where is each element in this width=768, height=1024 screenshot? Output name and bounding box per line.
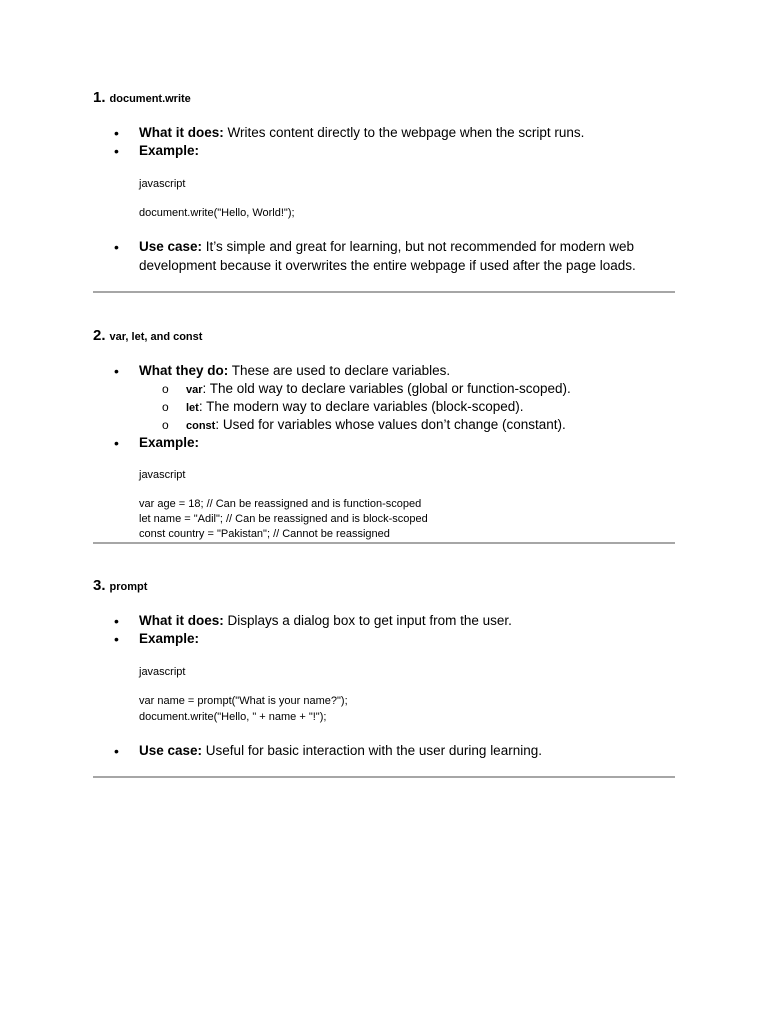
example-label: Example:	[139, 143, 200, 158]
bullet: •	[114, 239, 119, 255]
what-text: Displays a dialog box to get input from the user.	[223, 613, 512, 628]
code-line: document.write("Hello, World!");	[139, 207, 295, 219]
code-line: var age = 18; // Can be reassigned and is function-scoped	[139, 498, 422, 510]
horizontal-rule	[93, 291, 675, 293]
sub-item-text: : Used for variables whose values don’t change (constant).	[215, 417, 566, 432]
code-language: javascript	[139, 469, 186, 481]
example-line	[139, 142, 199, 160]
code-line: var name = prompt("What is your name?");	[139, 695, 348, 707]
section-title: document.write	[109, 93, 191, 105]
bullet: •	[114, 743, 119, 759]
code-language: javascript	[139, 178, 186, 190]
code-line: const country = "Pakistan"; // Cannot be reassigned	[139, 528, 390, 540]
usecase-text: Useful for basic interaction with the user during learning.	[202, 743, 542, 758]
what-label: What they do:	[139, 363, 229, 378]
what-text: These are used to declare variables.	[228, 363, 451, 378]
bullet: •	[114, 125, 119, 141]
sub-bullet: o	[162, 400, 169, 414]
sub-item-text: : The old way to declare variables (global or function-scoped).	[202, 381, 571, 396]
section-3-heading	[93, 577, 147, 595]
what-text: Writes content directly to the webpage when the script runs.	[223, 125, 585, 140]
usecase-label: Use case:	[139, 239, 203, 254]
section-number: 2.	[93, 327, 106, 344]
use-case-line	[139, 238, 634, 256]
what-they-do-line	[139, 362, 450, 380]
keyword: const	[186, 420, 216, 432]
section-1-heading	[93, 89, 191, 107]
keyword: let	[186, 402, 199, 414]
bullet: •	[114, 631, 119, 647]
use-case-line	[139, 742, 542, 760]
sub-item-let	[186, 398, 524, 417]
code-line: let name = "Adil"; // Can be reassigned and is block-scoped	[139, 513, 428, 525]
horizontal-rule	[93, 542, 675, 544]
what-it-does-line	[139, 124, 584, 142]
code-language: javascript	[139, 666, 186, 678]
example-line	[139, 434, 199, 452]
code-line: document.write("Hello, " + name + "!");	[139, 711, 327, 723]
bullet: •	[114, 363, 119, 379]
what-label: What it does:	[139, 125, 224, 140]
bullet: •	[114, 435, 119, 451]
sub-item-const	[186, 416, 566, 435]
section-title: prompt	[109, 581, 148, 593]
sub-bullet: o	[162, 418, 169, 432]
what-it-does-line	[139, 612, 512, 630]
example-line	[139, 630, 199, 648]
what-label: What it does:	[139, 613, 224, 628]
usecase-label: Use case:	[139, 743, 203, 758]
example-label: Example:	[139, 631, 200, 646]
section-number: 3.	[93, 577, 106, 594]
bullet: •	[114, 613, 119, 629]
section-number: 1.	[93, 89, 106, 106]
sub-item-var	[186, 380, 571, 399]
section-2-heading	[93, 327, 202, 345]
section-title: var, let, and const	[109, 331, 203, 343]
bullet: •	[114, 143, 119, 159]
usecase-text: It’s simple and great for learning, but not recommended for modern web	[202, 239, 635, 254]
sub-bullet: o	[162, 382, 169, 396]
sub-item-text: : The modern way to declare variables (block-scoped).	[198, 399, 524, 414]
keyword: var	[186, 384, 203, 396]
example-label: Example:	[139, 435, 200, 450]
horizontal-rule	[93, 776, 675, 778]
use-case-line-2: development because it overwrites the entire webpage if used after the page loads.	[139, 258, 636, 273]
